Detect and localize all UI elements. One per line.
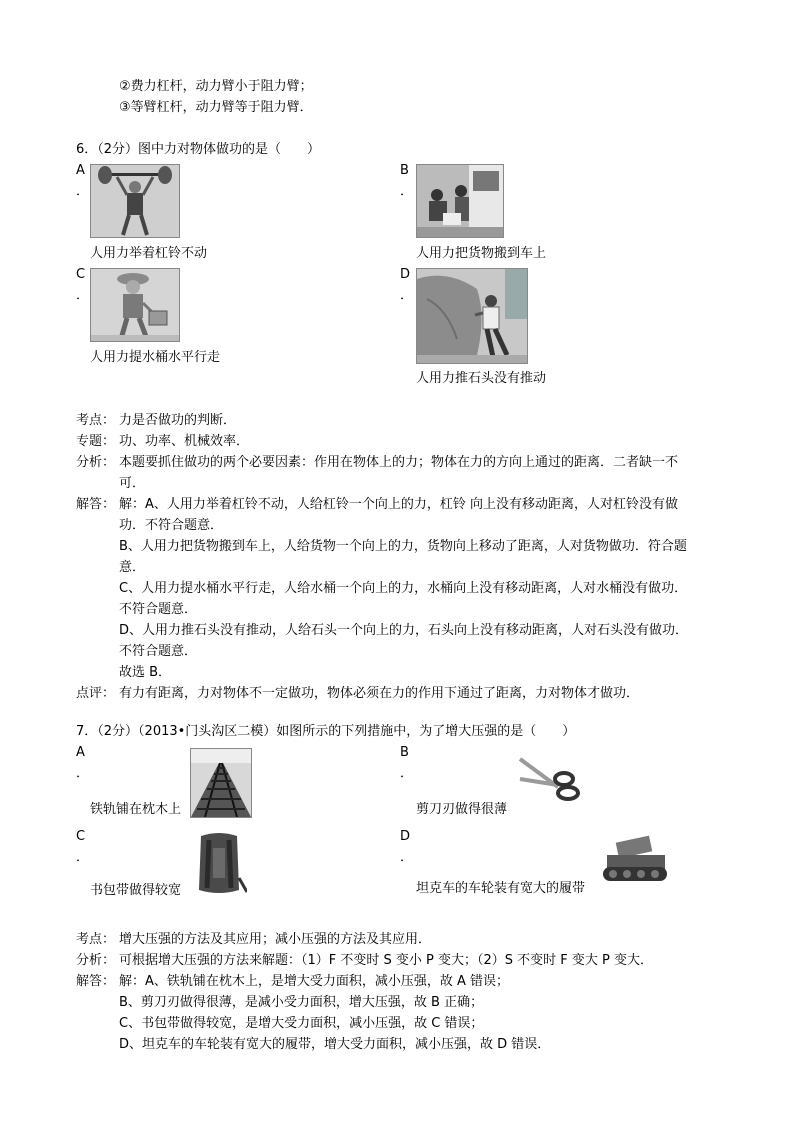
q6-fenxi-label: 分析： [76, 455, 116, 470]
q7-option-b-letter: B [400, 745, 409, 760]
q6-option-b-letter: B [400, 163, 409, 178]
q6-option-d-caption: 人用力推石头没有推动 [416, 371, 547, 386]
q6-jieda-line: 故选 B． [119, 665, 172, 680]
q7-image-backpack [190, 829, 248, 899]
q7-option-d-letter: D [400, 829, 411, 844]
q6-jieda-line: D、人用力推石头没有推动，人给石头一个向上的力，石头向上没有移动距离，人对石头没有做功． [119, 623, 689, 638]
q7-option-c-dot: ． [76, 850, 90, 865]
q6-option-c-letter: C [76, 267, 86, 282]
q7-image-railway-track [190, 748, 252, 818]
q6-dianping-label: 点评： [76, 686, 116, 701]
q6-jieda-line: 不符合题意． [119, 602, 198, 617]
q6-image-pushing-rock [416, 268, 528, 364]
q6-image-loading-cargo [416, 164, 504, 238]
q7-kaodian: 增大压强的方法及其应用；减小压强的方法及其应用． [119, 932, 432, 947]
q7-jieda-line: 解：A、铁轨铺在枕木上，是增大受力面积，减小压强，故 A 错误； [119, 974, 510, 989]
q6-stem: 6．（2分）图中力对物体做功的是（ ） [76, 142, 321, 157]
q6-jieda-line: 意． [119, 560, 146, 575]
q6-image-carrying-bucket [90, 268, 180, 342]
q6-jieda-line: B、人用力把货物搬到车上，人给货物一个向上的力，货物向上移动了距离，人对货物做功．符合题 [119, 539, 687, 554]
q6-jieda-line: 功．不符合题意． [119, 518, 224, 533]
q6-dianping: 有力有距离，力对物体不一定做功，物体必须在力的作用下通过了距离，力对物体才做功． [119, 686, 640, 701]
q6-kaodian-label: 考点： [76, 413, 116, 428]
q6-fenxi-line-2: 可． [119, 476, 146, 491]
q6-option-a-letter: A [76, 163, 85, 178]
q7-image-tank [600, 832, 672, 894]
q7-fenxi-label: 分析： [76, 953, 116, 968]
q6-option-b-dot: ． [400, 184, 414, 199]
q7-option-a-caption: 铁轨铺在枕木上 [90, 802, 182, 817]
q6-image-weightlifter [90, 164, 180, 238]
q6-option-c-caption: 人用力提水桶水平行走 [90, 350, 221, 365]
q6-option-b-caption: 人用力把货物搬到车上 [416, 246, 547, 261]
q6-option-d-letter: D [400, 267, 411, 282]
q7-image-scissors [513, 748, 587, 818]
q7-jieda-line: B、剪刀刃做得很薄，是减小受力面积，增大压强，故 B 正确； [119, 995, 484, 1010]
q6-option-a-caption: 人用力举着杠铃不动 [90, 246, 208, 261]
q6-jieda-line: 解：A、人用力举着杠铃不动，人给杠铃一个向上的力，杠铃 向上没有移动距离，人对杠铃没有做 [119, 497, 679, 512]
q7-option-d-caption: 坦克车的车轮装有宽大的履带 [416, 881, 586, 896]
q7-option-c-caption: 书包带做得较宽 [90, 883, 182, 898]
q7-option-a-dot: ． [76, 766, 90, 781]
q6-fenxi-line-1: 本题要抓住做功的两个必要因素：作用在物体上的力；物体在力的方向上通过的距离．二者缺一不 [119, 455, 679, 470]
q7-option-b-caption: 剪刀刃做得很薄 [416, 802, 508, 817]
q6-jieda-label: 解答： [76, 497, 116, 512]
q6-jieda-line: C、人用力提水桶水平行走，人给水桶一个向上的力，水桶向上没有移动距离，人对水桶没有做功． [119, 581, 688, 596]
q7-fenxi: 可根据增大压强的方法来解题：（1）F 不变时 S 变小 P 变大；（2）S 不变时 F 变大 P 变大． [119, 953, 654, 968]
top-line-2: ②费力杠杆，动力臂小于阻力臂； [119, 79, 313, 94]
q7-option-b-dot: ． [400, 766, 414, 781]
q7-jieda-label: 解答： [76, 974, 116, 989]
q7-jieda-line: D、坦克车的车轮装有宽大的履带，增大受力面积，减小压强，故 D 错误． [119, 1037, 551, 1052]
q6-zhuanti: 功、功率、机械效率． [119, 434, 250, 449]
q7-kaodian-label: 考点： [76, 932, 116, 947]
q7-option-d-dot: ． [400, 850, 414, 865]
q7-option-c-letter: C [76, 829, 86, 844]
q7-option-a-letter: A [76, 745, 85, 760]
q6-option-c-dot: ． [76, 288, 90, 303]
q7-stem: 7．（2分）（2013•门头沟区二模）如图所示的下列措施中，为了增大压强的是（ ） [76, 724, 576, 739]
q6-option-d-dot: ． [400, 288, 414, 303]
q6-zhuanti-label: 专题： [76, 434, 116, 449]
q6-kaodian: 力是否做功的判断． [119, 413, 237, 428]
q7-jieda-line: C、书包带做得较宽，是增大受力面积，减小压强，故 C 错误； [119, 1016, 484, 1031]
q6-option-a-dot: ． [76, 184, 90, 199]
q6-jieda-line: 不符合题意． [119, 644, 198, 659]
top-line-3: ③等臂杠杆，动力臂等于阻力臂． [119, 100, 313, 115]
